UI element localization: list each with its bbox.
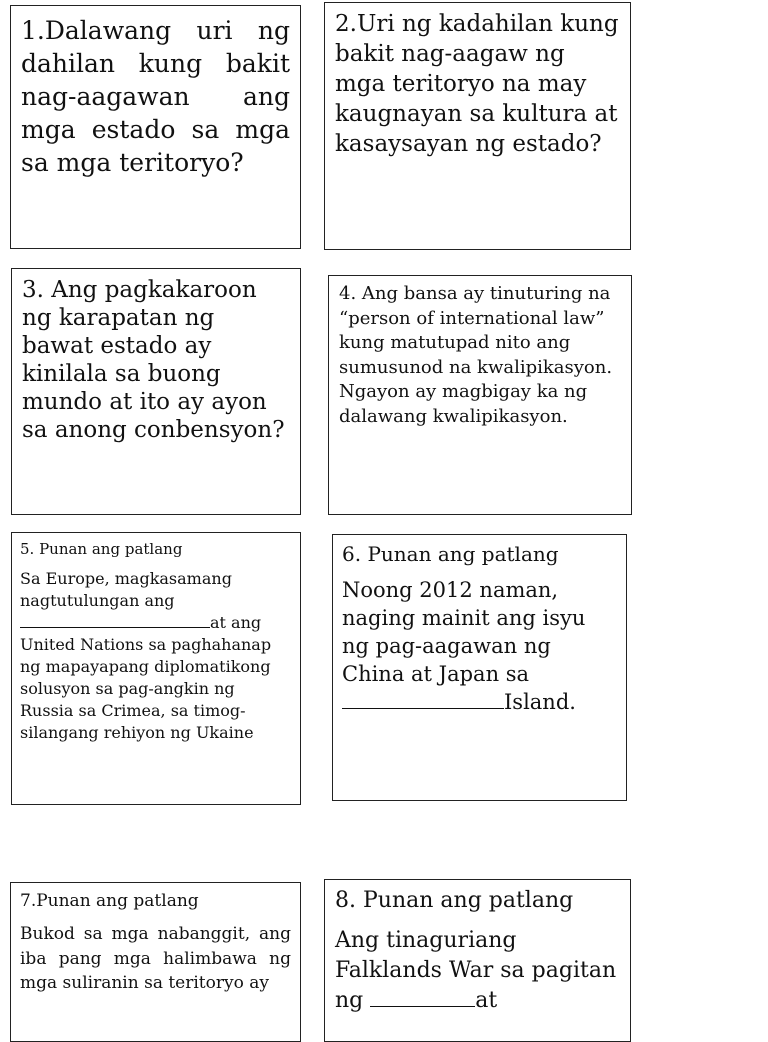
question-5-heading: 5. Punan ang patlang [20, 540, 183, 558]
question-5-body [20, 568, 292, 744]
fill-in-blank-line[interactable] [20, 613, 210, 628]
question-3-text: 3. Ang pagkakaroon ng karapatan ng bawat estado ay kinilala sa buong mundo at ito ay ayon sa anong conbensyon? [22, 277, 285, 443]
question-8-body-after: at [475, 988, 498, 1013]
question-4-text: 4. Ang bansa ay tinuturing na “person of international law” kung matutupad nito ang sumusunod na kwalipikasyon. Ngayon ay magbigay ka ng dalawang kwalipikasyon. [339, 283, 613, 427]
question-card-1 [10, 5, 301, 249]
fill-in-blank-line[interactable] [342, 689, 504, 709]
question-8-body [335, 926, 620, 1016]
question-card-3 [11, 268, 301, 515]
question-card-2 [324, 2, 631, 250]
question-card-7 [10, 882, 301, 1042]
question-2-text: 2.Uri ng kadahilan kung bakit nag-aagaw ng mga teritoryo na may kaugnayan sa kultura at kasaysayan ng estado? [335, 11, 619, 157]
question-7-body: Bukod sa mga nabanggit, ang iba pang mga halimbawa ng mga suliranin sa teritoryo ay [20, 924, 291, 993]
question-card-6 [332, 534, 627, 801]
question-5-body-after: at ang United Nations sa paghahanap ng mapayapang diplomatikong solusyon sa pag-angkin ng Russia sa Crimea, sa timog-silangang rehiyon ng Ukaine [20, 613, 272, 742]
fill-in-blank-line[interactable] [370, 986, 475, 1007]
question-7-heading: 7.Punan ang patlang [20, 891, 199, 911]
question-6-heading: 6. Punan ang patlang [342, 542, 559, 566]
question-6-body [342, 576, 617, 716]
question-card-4 [328, 275, 632, 515]
question-card-5 [11, 532, 301, 805]
question-5-body-before: Sa Europe, magkasamang nagtutulungan ang [20, 569, 232, 610]
question-8-body-before: Ang tinaguriang Falklands War sa pagitan ng [335, 928, 617, 1013]
question-1-text: 1.Dalawang uri ng dahilan kung bakit nag-aagawan ang mga estado sa mga sa mga teritoryo? [21, 16, 290, 177]
question-6-body-after: Island. [504, 690, 576, 714]
question-card-8 [324, 879, 631, 1042]
question-6-body-before: Noong 2012 naman, naging mainit ang isyu ng pag-aagawan ng China at Japan sa [342, 578, 586, 686]
question-8-heading: 8. Punan ang patlang [335, 888, 574, 913]
